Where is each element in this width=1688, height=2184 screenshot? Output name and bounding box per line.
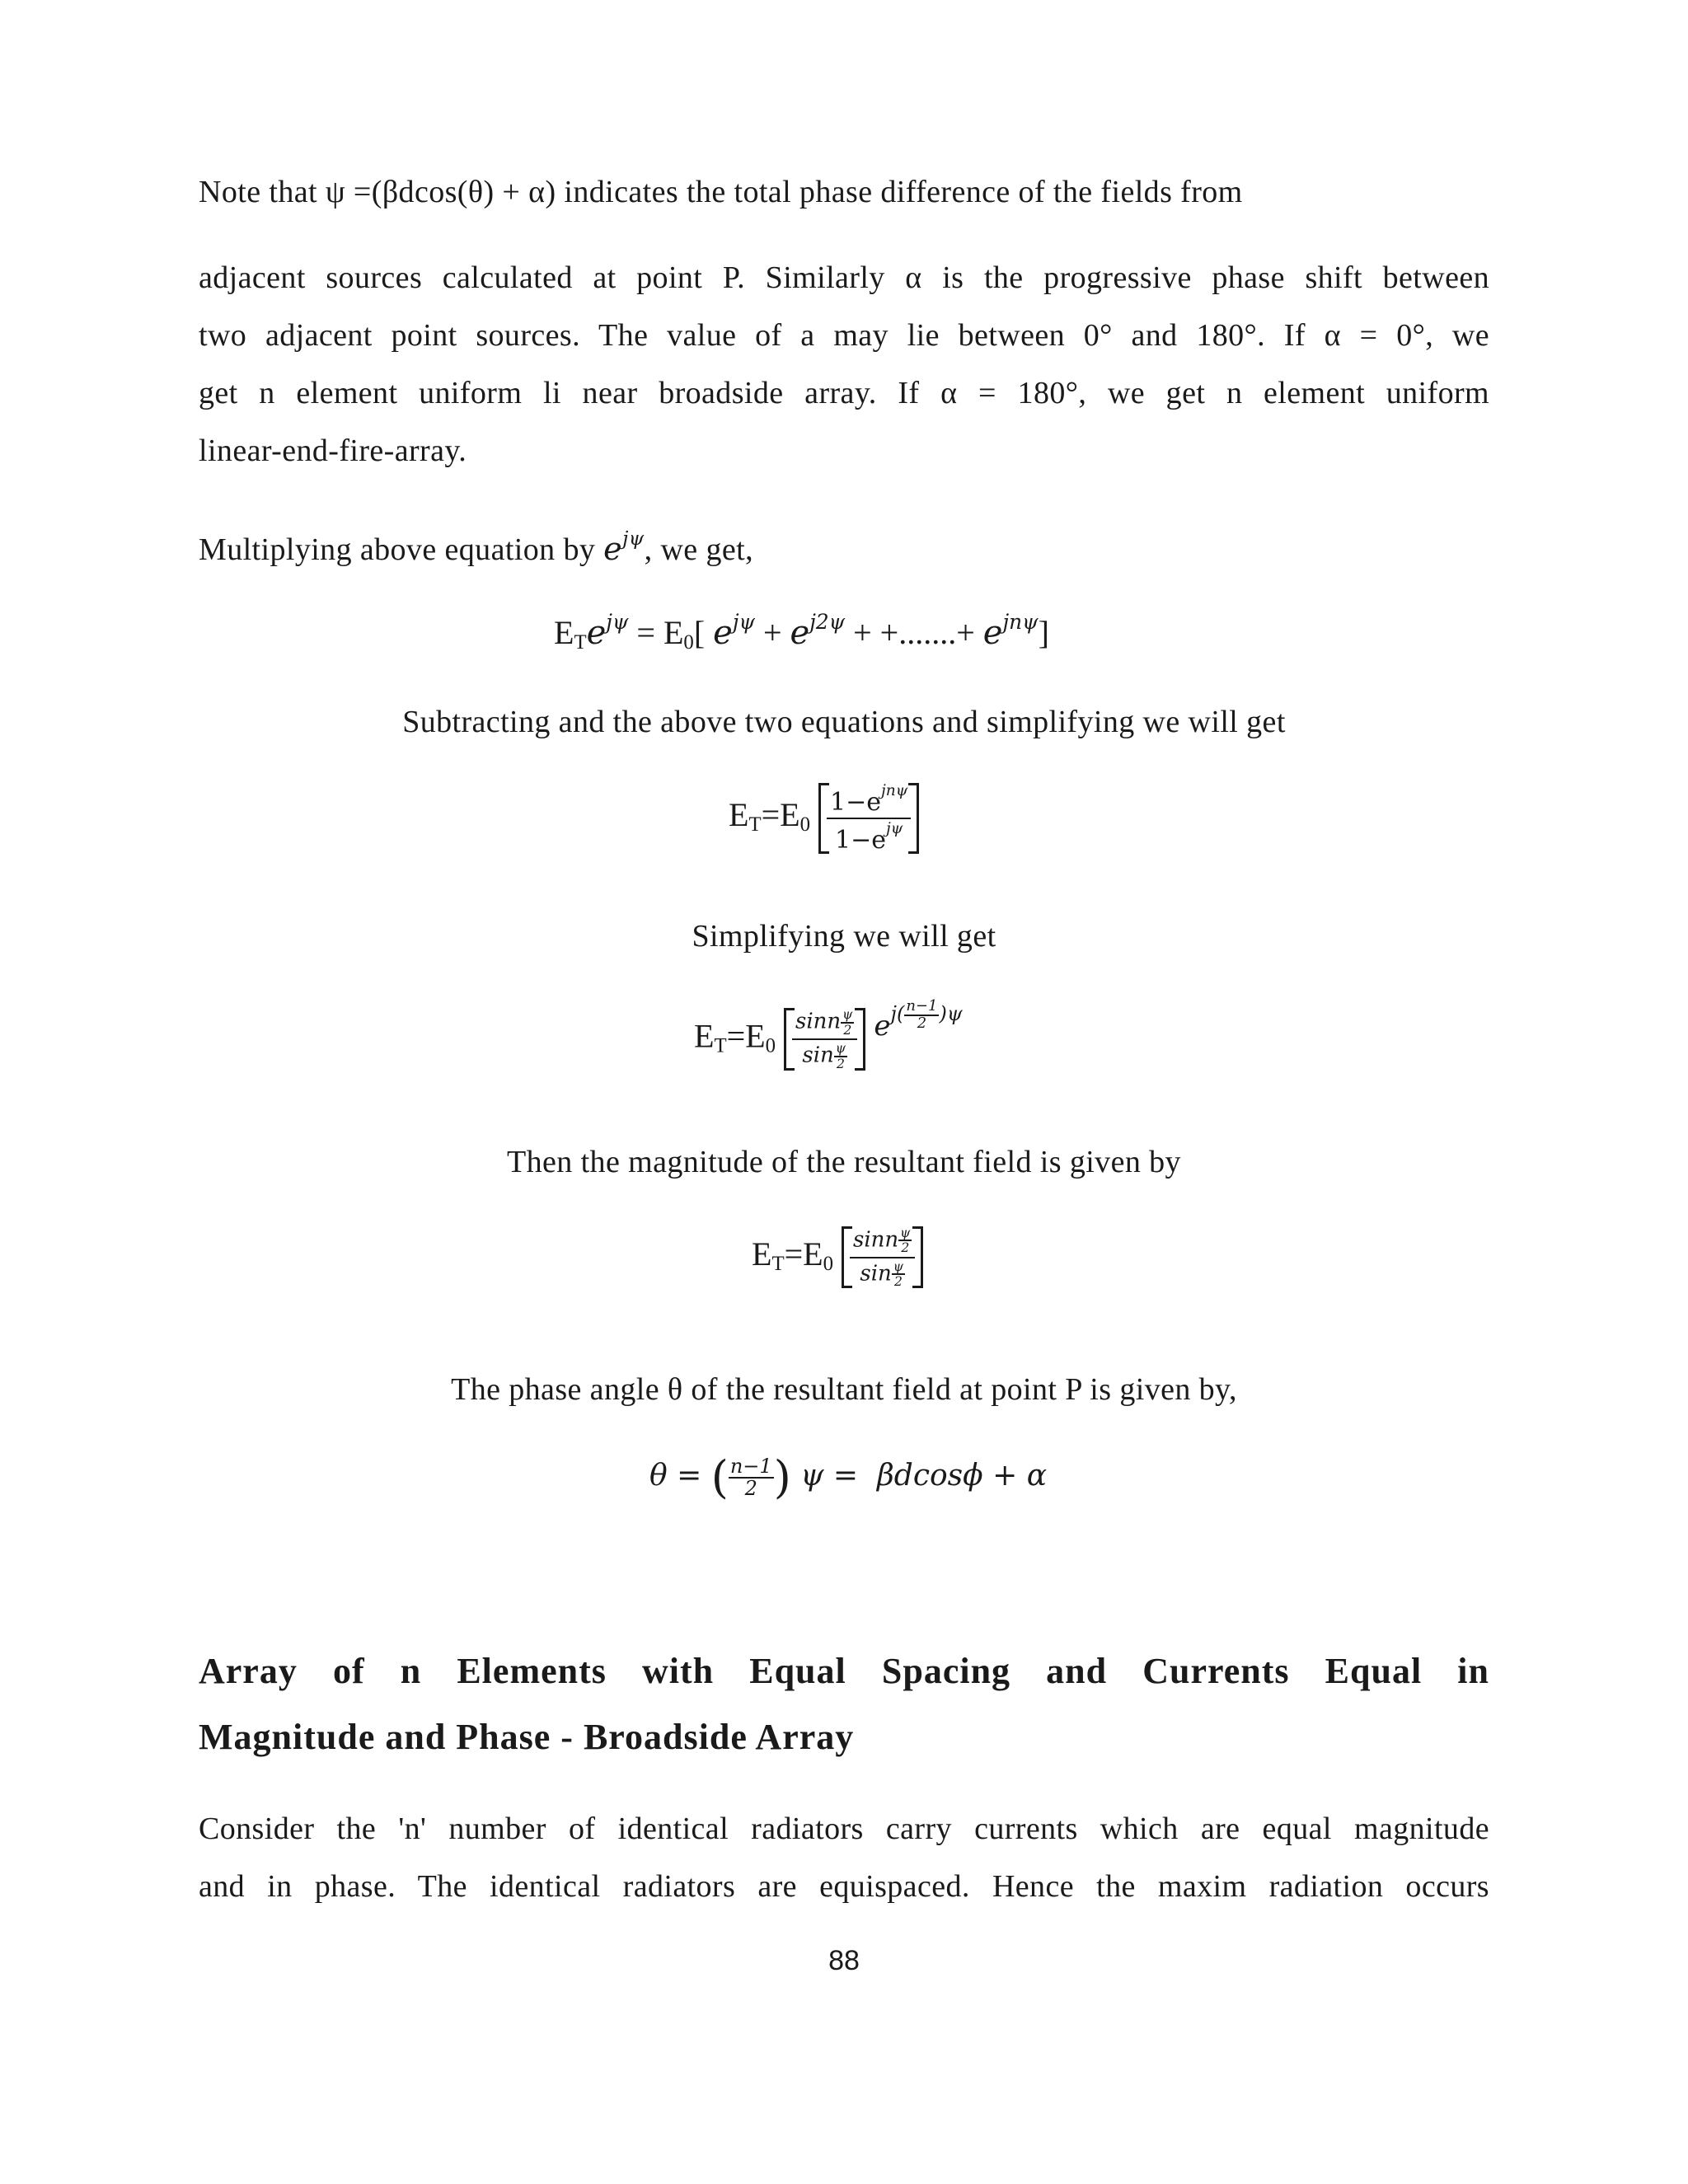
eq-psi: ψ [842,1007,853,1023]
caption-simplifying [0,918,1688,954]
eq-two: 2 [836,1056,845,1071]
eq-symbol: j [890,1002,897,1026]
caption-phase-angle [0,1371,1688,1408]
eq-small-fraction [834,1042,847,1071]
heading-line: Array of n Elements with Equal Spacing and Currents Equal in [199,1651,1489,1691]
eq-small-fraction [898,1226,912,1255]
eq-denominator: 1−e [834,826,886,855]
eq-numerator: sinn [853,1227,899,1253]
paragraph-phase-difference [199,163,1489,221]
eq-small-fraction [892,1260,905,1289]
text-line: Note that ψ =(βdcos(θ) + α) indicates the total phase difference of the fields from [199,175,1243,209]
caption-subtracting [0,704,1688,740]
eq-symbol: E [554,614,574,651]
eq-two: 2 [893,1274,903,1290]
eq-subscript: 0 [683,631,694,654]
eq-subscript: T [771,1252,785,1275]
caption-text: Subtracting and the above two equations and simplifying we will get [402,705,1286,739]
equation-magnitude [752,1226,923,1288]
eq-symbol: e [874,1010,891,1043]
eq-exponent: jψ [885,820,903,837]
eq-theta: θ [649,1459,668,1493]
eq-subscript: T [748,813,762,837]
heading-line: Magnitude and Phase - Broadside Array [199,1717,855,1757]
eq-square-bracket [842,1226,923,1288]
eq-equals: = [832,1459,859,1493]
eq-subscript: T [574,631,587,654]
eq-denominator: 2 [917,1014,927,1032]
eq-term: $e^{j2\psi}$ [790,610,846,652]
eq-psi: ψ [800,1459,824,1493]
eq-psi: ψ [835,1041,846,1057]
eq-bracket: ] [1038,614,1049,651]
eq-numerator: sinn [795,1009,842,1034]
eq-fraction [850,1226,915,1288]
eq-exponential [874,997,963,1043]
text-line: two adjacent point sources. The value of a may lie between 0° and 180°. If α = 0°, we [199,318,1489,353]
e-jpsi-inline: $e^{j\psi}$ [603,527,645,567]
eq-psi: ψ [946,1002,963,1026]
eq-term: $e^{j\psi}$ [713,610,755,652]
eq-small-fraction [841,1008,854,1037]
text-segment: , we get, [644,532,753,567]
equation-multiplied-sum [554,610,1049,654]
caption-text: Simplifying we will get [692,919,996,954]
equation-geometric-ratio [729,783,919,854]
eq-denominator: 2 [744,1477,757,1500]
equation-phase-angle [649,1451,1048,1503]
caption-magnitude [0,1144,1688,1180]
eq-denominator: sin [860,1261,892,1286]
text-line: and in phase. The identical radiators are equispaced. Hence the maxim radiation occurs [199,1869,1489,1904]
eq-numerator: 1−e [830,788,881,817]
eq-symbol: =E [761,796,800,834]
eq-term: $e^{j\psi}$ [586,610,629,652]
caption-text: Then the magnitude of the resultant field is given by [507,1145,1181,1179]
text-line: adjacent sources calculated at point P. Similarly α is the progressive phase shift between [199,260,1489,295]
eq-denominator: sin [802,1043,834,1068]
eq-psi: ψ [900,1226,911,1240]
eq-bracket: [ [693,614,706,651]
eq-exponent: j( n−1 2 )ψ [890,997,963,1032]
eq-psi: ψ [893,1258,904,1274]
eq-paren: ( [710,1451,729,1503]
eq-fraction [827,783,911,854]
eq-symbol: E [729,796,749,834]
equation-simplified-field [694,999,963,1071]
eq-numerator: n−1 [906,997,938,1015]
eq-subscript: 0 [765,1034,776,1057]
paragraph-multiplying [199,509,1489,579]
eq-equals: = [677,1459,702,1493]
eq-paren: ) [773,1451,791,1503]
eq-small-fraction [904,999,939,1032]
eq-term: $e^{jn\psi}$ [982,610,1039,652]
eq-exponent: jnψ [880,782,908,799]
eq-symbol: =E [726,1017,766,1055]
page-number: 88 [828,1945,860,1976]
eq-two: 2 [843,1022,852,1038]
section-heading [199,1638,1489,1770]
eq-symbol: E [752,1235,772,1272]
eq-symbol: =E [784,1235,823,1272]
eq-fraction [792,1008,857,1070]
text-line: get n element uniform li near broadside array. If α = 180°, we get n element uniform [199,376,1489,410]
text-segment: Multiplying above equation by [199,532,596,567]
paragraph-broadside [199,1800,1489,1915]
eq-rhs: βdcosϕ + α [876,1459,1048,1493]
eq-square-bracket [784,1008,865,1070]
eq-subscript: 0 [799,813,810,837]
eq-two: 2 [901,1240,910,1256]
eq-symbol: E [694,1017,715,1055]
paragraph-phase-shift [199,249,1489,480]
caption-text: The phase angle θ of the resultant field at point P is given by, [451,1372,1237,1407]
eq-subscript: T [714,1034,727,1057]
eq-square-bracket [818,783,919,854]
eq-small-fraction [729,1456,774,1499]
eq-symbol: + +.......+ [853,614,975,651]
text-line: linear-end-fire-array. [199,434,467,468]
eq-symbol: = E [636,614,684,651]
text-line: Consider the 'n' number of identical radiators carry currents which are equal magnitude [199,1811,1489,1846]
eq-subscript: 0 [823,1252,833,1275]
eq-plus: + [762,614,782,651]
eq-numerator: n−1 [729,1454,772,1478]
